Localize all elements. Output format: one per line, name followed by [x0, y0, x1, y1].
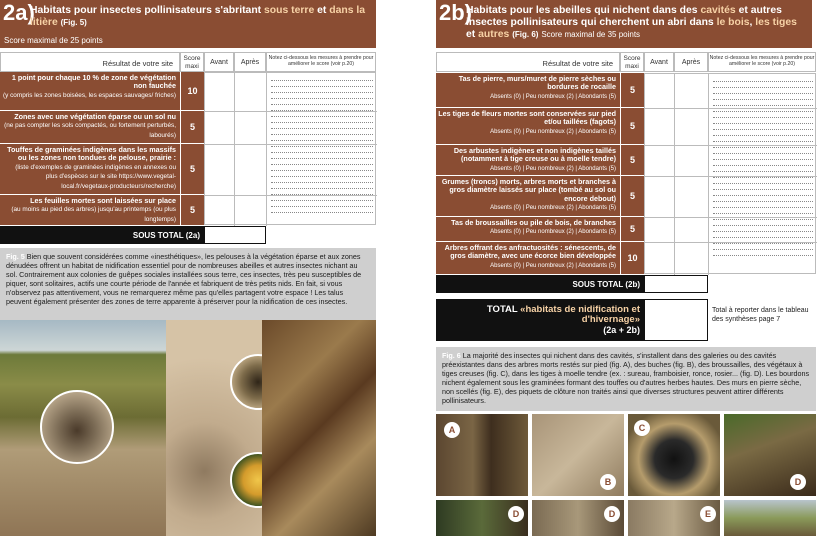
bee-inset [40, 390, 114, 464]
row-score: 5 [621, 108, 644, 144]
table-row [0, 195, 180, 225]
title-part: Habitats pour insectes pollinisateurs s'abritant [30, 5, 265, 16]
subtotal-input[interactable] [644, 275, 708, 293]
photo-leaf-litter [262, 320, 376, 536]
total-formula: (2a + 2b) [603, 325, 640, 335]
title-highlight: dans la litière [30, 5, 366, 28]
header-result: Résultat de votre site [0, 52, 180, 72]
photo-bare-soil [0, 320, 166, 536]
subtotal-label: SOUS TOTAL (2a) [0, 226, 204, 244]
photo-stems-2 [532, 500, 624, 536]
photo-dead-tree [436, 414, 528, 496]
row-score: 5 [621, 217, 644, 241]
photo-label: C [634, 420, 650, 436]
table-row [436, 73, 620, 107]
row-main: Tas de broussailles ou pile de bois, de branches [451, 218, 616, 227]
row-sub: (ne pas compter les sols compactés, ou fortement perturbés, labourés) [4, 122, 176, 139]
table-row [436, 176, 620, 216]
title-part: , [749, 17, 756, 28]
photo-label: D [790, 474, 806, 490]
row-main: Les feuilles mortes sont laissées sur place [30, 196, 176, 205]
table-row [0, 111, 180, 143]
title-highlight: cavités [700, 5, 736, 16]
row-main: Tas de pierre, murs/muret de pierre sèches ou bordures de rocaille [458, 74, 616, 92]
section-2a-header [0, 0, 376, 48]
row-score: 10 [181, 72, 204, 110]
section-title [30, 5, 370, 29]
header-apres: Après [674, 52, 708, 72]
subtotal-input[interactable] [204, 226, 266, 244]
photo-hollow-stem [628, 414, 720, 496]
section-2b-header [436, 0, 812, 48]
row-score: 5 [181, 195, 204, 225]
photo-label: D [508, 506, 524, 522]
row-score: 5 [621, 145, 644, 175]
row-abundance: Absents (0) | Peu nombreux (2) | Abondants (5) [490, 229, 616, 236]
fig5-note [0, 248, 376, 320]
title-highlight: sous terre [264, 5, 315, 16]
header-score: Score maxi [180, 52, 204, 72]
photo-label: D [604, 506, 620, 522]
row-score: 5 [621, 73, 644, 107]
row-main: Les tiges de fleurs mortes sont conservées sur pied et/ou taillées (fagots) [438, 109, 616, 127]
row-sub: (y compris les zones boisées, les espaces sauvages/ friches) [3, 91, 176, 99]
header-notes: Notez ci-dessous les mesures à prendre pour améliorer le score (voir p.20) [266, 52, 376, 72]
left-page [0, 0, 378, 536]
header-result: Résultat de votre site [436, 52, 620, 72]
table-row [436, 242, 620, 274]
row-sub: (au moins au pied des arbres) jusqu'au printemps (ou plus longtemps) [11, 206, 176, 223]
score-max: Score maximal de 25 points [4, 36, 103, 45]
header-notes: Notez ci-dessous les mesures à prendre pour améliorer le score (voir p.20) [708, 52, 816, 72]
title-fig-ref: (Fig. 6) [512, 30, 539, 39]
score-max: Score maximal de 35 points [541, 30, 641, 39]
table-header [436, 52, 816, 72]
row-main: Des arbustes indigènes et non indigènes taillés (notamment à tige creuse ou à moelle tendre) [453, 146, 616, 164]
row-score: 10 [621, 242, 644, 274]
total-highlight: «habitats de nidification et d'hivernage» [520, 304, 640, 325]
header-score: Score maxi [620, 52, 644, 72]
note-text: Bien que souvent considérées comme «inesthétiques», les pelouses à la végétation éparse et aux zones dénudées offrent un habitat de nidification essentiel pour de nombreuses abeilles et autres insectes nichant au sol. Contrairement aux colonies de guêpes sociales installées sous terre, ces insectes, très peu susceptibles de piquer, sont solitaires, actifs une courte période de l'année et fabriquent de très petits nids. En fait, si vous n'observez pas attentivement, vous ne remarquerez même pas qu'elles partagent votre espace ! Les talus peuvent également présenter des zones de terre apparente à préserver pour la nidification de ces insectes. [6, 252, 362, 306]
right-page [436, 0, 832, 536]
row-abundance: Absents (0) | Peu nombreux (2) | Abondants (5) [490, 262, 616, 269]
row-main: 1 point pour chaque 10 % de zone de végétation non fauchée [11, 73, 176, 91]
title-part: et autres insectes pollinisateurs qui cherchent un abri dans [466, 5, 782, 28]
subtotal-label: SOUS TOTAL (2b) [436, 275, 644, 293]
title-part: et [314, 5, 330, 16]
row-main: Grumes (troncs) morts, arbres morts et branches à gros diamètre laissés sur place (tombé au sol ou encore debout) [441, 177, 616, 203]
title-fig-ref: (Fig. 5) [60, 18, 87, 27]
photo-sand-nests [166, 320, 262, 536]
entry-grid [204, 72, 376, 225]
total-label [436, 299, 644, 341]
row-score: 5 [181, 144, 204, 194]
table-row [436, 145, 620, 175]
section-title [466, 5, 806, 41]
photo-stems-1 [436, 500, 528, 536]
photo-label: B [600, 474, 616, 490]
title-highlight: autres [478, 29, 510, 40]
row-main: Arbres offrant des anfractuosités : sénescents, de gros diamètre, avec une écorce bien développée [444, 243, 616, 261]
table-row [436, 108, 620, 144]
table-row [436, 217, 620, 241]
fig6-note [436, 347, 816, 411]
row-abundance: Absents (0) | Peu nombreux (2) | Abondants (5) [490, 165, 616, 172]
header-apres: Après [234, 52, 266, 72]
entry-grid [644, 73, 816, 274]
photo-label: E [700, 506, 716, 522]
row-sub: (liste d'exemples de graminées indigènes en annexes ou plus d'espèces sur le site https://www.vegetal-local.fr/vegetaux-producteurs/recherche) [15, 163, 176, 190]
header-avant: Avant [204, 52, 234, 72]
title-highlight: les tiges [755, 17, 797, 28]
row-main: Zones avec une végétation éparse ou un sol nu [14, 112, 176, 121]
photo-pith-stem [724, 414, 816, 496]
row-abundance: Absents (0) | Peu nombreux (2) | Abondants (5) [490, 128, 616, 135]
beetle-inset [230, 452, 262, 508]
row-abundance: Absents (0) | Peu nombreux (2) | Abondants (5) [490, 205, 616, 212]
total-word: TOTAL [486, 304, 521, 315]
fig-label: Fig. 5 [6, 252, 25, 261]
title-part: Habitats pour les abeilles qui nichent dans des [466, 5, 701, 16]
photo-label: A [444, 422, 460, 438]
header-avant: Avant [644, 52, 674, 72]
row-abundance: Absents (0) | Peu nombreux (2) | Abondants (5) [490, 93, 616, 100]
fig-label: Fig. 6 [442, 351, 461, 360]
photo-log [532, 414, 624, 496]
section-number: 2a) [3, 0, 35, 25]
total-note: Total à reporter dans le tableau des synthèses page 7 [712, 307, 809, 323]
row-score: 5 [621, 176, 644, 216]
bee-inset [230, 354, 262, 410]
photo-stone-wall [628, 500, 720, 536]
photo-field [724, 500, 816, 536]
title-part: et [466, 29, 479, 40]
row-main: Touffes de graminées indigènes dans les massifs ou les zones non tondues de pelouse, prairie : [7, 145, 176, 163]
table-header [0, 52, 376, 72]
table-row [0, 144, 180, 194]
title-highlight: le bois [716, 17, 750, 28]
row-score: 5 [181, 111, 204, 143]
table-row [0, 72, 180, 110]
total-input[interactable] [644, 299, 708, 341]
note-text: La majorité des insectes qui nichent dans des cavités, s'installent dans des galeries ou des cavités préexistantes dans des arbres morts restés sur pied (fig. A), des buches (fig. B), des broussailles, des végétaux à tiges creuses (fig. C), dans les tiges à moelle tendre (ex. : sureau, framboisier, ronce, rosier... (fig. D). Les bourdons nichent également sous les graminées formant des touffes ou d'autres herbes hautes. Des murs en pierre sèche, non scellés (fig. E), des piquets de clôture non traités ainsi que diverses structures peuvent attirer différents pollinisateurs. [442, 351, 810, 405]
section-number: 2b) [439, 0, 472, 25]
